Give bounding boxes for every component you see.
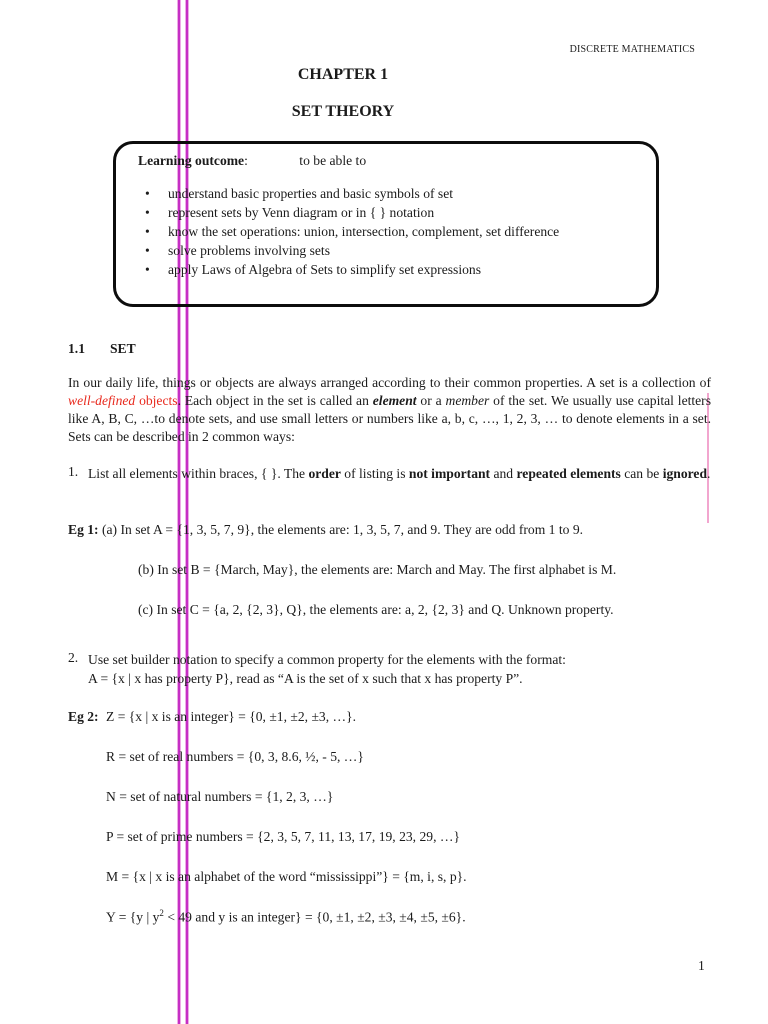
not-important-bold: not important [408,466,491,481]
example-2-line-z: Z = {x | x is an integer} = {0, ±1, ±2, ±3, …}. [106,709,357,724]
example-1-line-c [138,602,614,618]
page-number: 1 [698,958,705,973]
example-1-line-b [138,562,616,578]
chapter-heading: CHAPTER 1 [297,66,389,83]
objects-red: objects [135,393,178,408]
well-defined-red-italic: well-defined [68,393,136,408]
item1-text: . [707,466,711,481]
list-item-2-text [88,650,711,688]
example-1-line-a [68,522,583,538]
bullet-icon: • [145,224,150,239]
list-item-1 [68,464,711,483]
example-1c-text: (c) In set C = {a, 2, {2, 3}, Q}, the elements are: a, 2, {2, 3} and Q. Unknown property. [138,602,614,617]
bullet-text: understand basic properties and basic symbols of set [168,186,454,201]
paragraph-text: or a [416,393,446,408]
example-2-label: Eg 2: [68,709,99,724]
example-1a-text: (a) In set A = {1, 3, 5, 7, 9}, the elements are: 1, 3, 5, 7, and 9. They are odd from 1 to 9. [102,522,584,537]
bullet-icon: • [145,186,150,201]
bullet-text: apply Laws of Algebra of Sets to simplify set expressions [168,262,481,277]
bullet-icon: • [145,262,150,277]
bullet-item [145,241,656,260]
learning-outcome-box [113,141,659,307]
bullet-text: represent sets by Venn diagram or in { } notation [168,205,435,220]
item2-line2: A = {x | x has property P}, read as “A is the set of x such that x has property P”. [88,671,523,686]
learning-outcome-label: Learning outcome [138,153,245,168]
title-heading: SET THEORY [291,103,395,120]
course-header: DISCRETE MATHEMATICS [569,44,695,55]
paragraph-text: of the set. We usually use capital letters like A, B, C, …to denote sets, and use small letters or numbers like a, b, c, …, 1, 2, 3, … to denote elements in a set. Sets can be described in 2 common ways: [68,393,712,444]
bullet-item [145,184,656,203]
list-item-1-number: 1. [68,464,79,479]
section-title: SET [110,341,136,356]
bullet-item [145,222,656,241]
section-number: 1.1 [68,341,85,356]
ignored-bold: ignored [662,466,708,481]
bullet-item [145,260,656,279]
y-line-start: Y = {y | y [106,909,160,925]
intro-paragraph [68,374,711,446]
example-2-line-m: M = {x | x is an alphabet of the word “mississippi”} = {m, i, s, p}. [106,869,467,884]
item1-text: of listing is [340,466,409,481]
learning-outcome-colon: : [244,153,248,168]
bullet-text: solve problems involving sets [168,243,330,258]
y-line-end: < 49 and y is an integer} = {0, ±1, ±2, ±3, ±4, ±5, ±6}. [163,909,466,925]
list-item-2 [68,650,711,688]
learning-outcome-intro: to be able to [299,153,367,168]
bullet-icon: • [145,243,150,258]
list-item-1-text [88,464,711,483]
learning-outcome-header [138,153,656,169]
order-bold: order [308,466,341,481]
element-bold-italic: element [372,393,417,408]
item1-text: List all elements within braces, { }. The [88,466,309,481]
example-1b-text: (b) In set B = {March, May}, the elements are: March and May. The first alphabet is M. [138,562,617,577]
example-2-line-p: P = set of prime numbers = {2, 3, 5, 7, 11, 13, 17, 19, 23, 29, …} [106,829,460,844]
section-heading [68,341,136,357]
bullet-item [145,203,656,222]
example-2-line-r: R = set of real numbers = {0, 3, 8.6, ½, - 5, …} [106,749,364,764]
paragraph-text: In our daily life, things or objects are always arranged according to their common properties. A set is a collection of [68,375,711,390]
bullet-icon: • [145,205,150,220]
learning-outcome-bullet-list [145,184,656,279]
item1-text: can be [620,466,663,481]
item1-text: and [490,466,517,481]
example-2-line-n: N = set of natural numbers = {1, 2, 3, …} [106,789,334,804]
repeated-elements-bold: repeated elements [516,466,621,481]
y-exponent: 2 [159,908,164,918]
list-item-2-number: 2. [68,650,79,665]
member-italic: member [445,393,490,408]
example-2-line-y [106,908,466,926]
paragraph-text: . Each object in the set is called an [177,393,373,408]
bullet-text: know the set operations: union, intersection, complement, set difference [168,224,560,239]
item2-line1: Use set builder notation to specify a common property for the elements with the format: [88,652,566,667]
example-1-label: Eg 1: [68,522,99,537]
